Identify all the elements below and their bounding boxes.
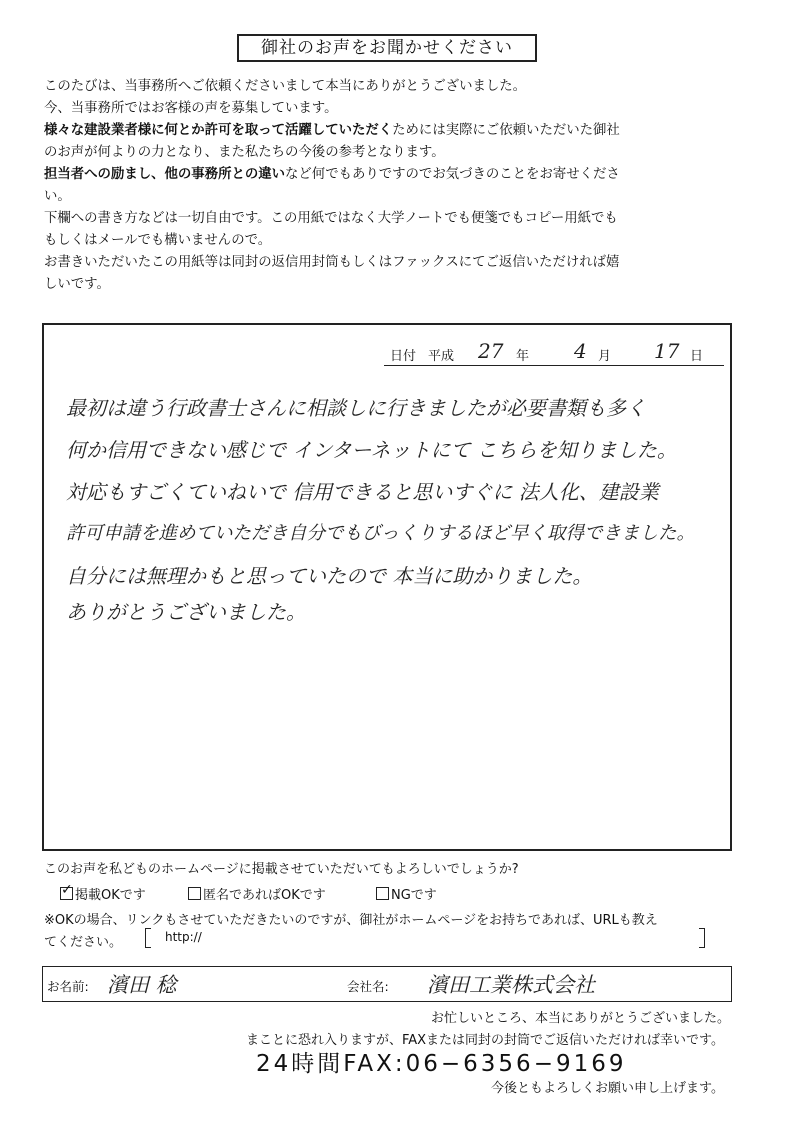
comment-line: 許可申請を進めていただき自分でもびっくりするほど早く取得できました。: [66, 523, 696, 544]
date-month: 4: [574, 339, 587, 363]
handwritten-comment: [66, 387, 726, 627]
closing-line: 今後ともよろしくお願い申し上げます。: [491, 1081, 724, 1096]
thanks-line: お忙しいところ、本当にありがとうございました。: [430, 1011, 730, 1026]
intro-line: のお声が何よりの力となり、また私たちの今後の参考となります。: [44, 145, 445, 160]
url-placeholder: http://: [165, 930, 202, 944]
date-month-unit: 月: [598, 349, 612, 364]
url-note-line: ※OKの場合、リンクもさせていただきたいのですが、御社がホームページをお持ちであれば、URLも教え: [44, 913, 658, 928]
publish-options: [60, 884, 660, 904]
checkbox-icon[interactable]: [376, 887, 389, 900]
name-row: [42, 966, 732, 1002]
fax-number: 24時間FAX:06−6356−9169: [256, 1051, 627, 1077]
publish-question: このお声を私どものホームページに掲載させていただいてもよろしいでしょうか?: [44, 862, 519, 877]
intro-line: [44, 120, 744, 142]
url-field[interactable]: [145, 928, 705, 950]
date-label: 日付: [390, 349, 417, 364]
comment-line: ありがとうございました。: [66, 600, 306, 624]
comment-line: 最初は違う行政書士さんに相談しに行きましたが必要書類も多く: [66, 396, 646, 420]
page-title: 御社のお声をお聞かせください: [237, 34, 537, 62]
bracket-left: [145, 928, 151, 948]
intro-line: [44, 164, 744, 186]
option-anonymous[interactable]: [188, 884, 326, 903]
option-label: NGです: [391, 888, 437, 903]
bracket-right: [699, 928, 705, 948]
date-day-unit: 日: [690, 349, 704, 364]
checkbox-icon[interactable]: [60, 882, 73, 900]
option-ok[interactable]: [60, 884, 146, 903]
intro-bold: 様々な建設業者様に何とか許可を取って活躍していただく: [44, 123, 393, 138]
option-label: 匿名であればOKです: [203, 888, 326, 903]
intro-line: 下欄への書き方などは一切自由です。この用紙ではなく大学ノートでも便箋でもコピー用紙でも: [44, 211, 618, 226]
date-year-unit: 年: [516, 349, 530, 364]
intro-span: など何でもありですのでお気づきのことをお寄せくださ: [285, 167, 620, 182]
intro-line: 今、当事務所ではお客様の声を募集しています。: [44, 101, 338, 116]
checkbox-icon[interactable]: [188, 887, 201, 900]
url-note-line: てください。: [44, 935, 123, 950]
option-label: 掲載OKです: [75, 888, 146, 903]
option-ng[interactable]: [376, 884, 437, 903]
intro-line: お書きいただいたこの用紙等は同封の返信用封筒もしくはファックスにてご返信いただければ嬉: [44, 255, 620, 270]
intro-span: ためには実際にご依頼いただいた御社: [392, 123, 620, 138]
company-value[interactable]: 濱田工業株式会社: [427, 973, 595, 997]
checkmark-icon: ✓: [61, 882, 73, 898]
comment-line: 何か信用できない感じで インターネットにて こちらを知りました。: [66, 438, 677, 462]
date-row: [384, 339, 724, 366]
comment-form-box[interactable]: [42, 323, 732, 851]
reply-note: まことに恐れ入りますが、FAXまたは同封の封筒でご返信いただければ幸いです。: [245, 1033, 724, 1048]
date-day: 17: [654, 339, 680, 363]
intro-line: い。: [44, 189, 71, 204]
comment-line: 自分には無理かもと思っていたので 本当に助かりました。: [66, 564, 593, 588]
intro-text: [44, 76, 744, 296]
intro-line: このたびは、当事務所へご依頼くださいまして本当にありがとうございました。: [44, 79, 527, 94]
intro-line: もしくはメールでも構いませんので。: [44, 233, 272, 248]
name-label: お名前:: [47, 979, 89, 994]
comment-line: 対応もすごくていねいで 信用できると思いすぐに 法人化、建設業: [66, 480, 659, 504]
name-value[interactable]: 濱田 稔: [107, 973, 177, 997]
intro-line: しいです。: [44, 277, 110, 292]
date-year: 27: [478, 339, 504, 363]
intro-bold: 担当者への励まし、他の事務所との違い: [44, 167, 286, 182]
date-era: 平成: [428, 349, 455, 364]
company-label: 会社名:: [347, 979, 389, 994]
